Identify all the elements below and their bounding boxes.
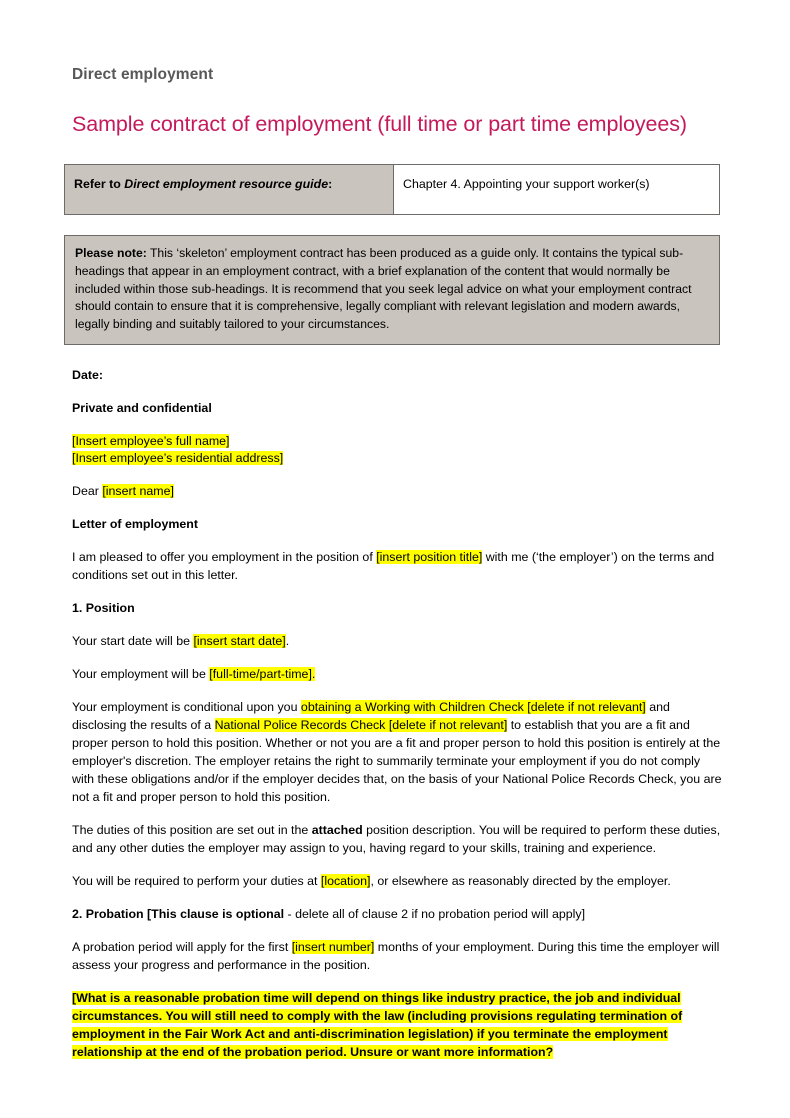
recipient-name-line: [72, 433, 722, 451]
clause-1-heading: 1. Position: [72, 600, 135, 615]
salutation-prefix: Dear: [72, 483, 103, 498]
duties-paragraph: [72, 822, 722, 858]
recipient-name-field: [Insert employee’s full name]: [72, 433, 230, 448]
please-note-box: [64, 235, 720, 344]
clause-2-heading-rest: - delete all of clause 2 if no probation period will apply]: [284, 906, 586, 921]
refer-to-label-suffix: :: [328, 177, 333, 192]
duties-attached-emphasis: attached: [311, 822, 363, 837]
table-row: [65, 165, 720, 215]
offer-text-part1: I am pleased to offer you employment in the position of: [72, 549, 377, 564]
date-label: Date:: [72, 367, 103, 382]
probation-guidance-text: [What is a reasonable probation time will depend on things like industry practice, the job and individual circumstances. You will still need to comply with the law (including provisions regulating termination of employment in the Fair Work Act and anti-discrimination legislation) if you terminate the employment relationship at the end of the probation period. Unsure or want more information?: [72, 990, 683, 1059]
probation-guidance-note: [72, 990, 722, 1062]
offer-text-part2: with me (‘the employer’) on the terms and conditions set out in this letter.: [72, 549, 715, 582]
location-paragraph: [72, 873, 722, 891]
location-prefix: You will be required to perform your duties at: [72, 873, 321, 888]
salutation-paragraph: [72, 483, 722, 501]
employment-type-paragraph: [72, 666, 722, 684]
refer-to-value-cell: Chapter 4. Appointing your support worker(s): [394, 165, 720, 215]
clause-2-heading-bold: 2. Probation [This clause is optional: [72, 906, 285, 921]
document-content: [72, 66, 722, 1062]
recipient-address-block: [72, 433, 722, 468]
conditional-suffix: to establish that you are a fit and proper person to hold this position. Whether or not you are a fit and proper person to hold this position is entirely at the employer's discretion. The employer retains the right to summarily terminate your employment if you do not comply with these obligations and/or if the employer decides that, on the basis of your National Police Records Check, you are not a fit and proper person to hold this position.: [72, 717, 722, 804]
refer-to-table: [64, 164, 720, 215]
duties-part2: position description. You will be required to perform these duties, and any other duties the employer may assign to you, having regard to your skills, training and experience.: [72, 822, 721, 855]
please-note-lead: Please note:: [75, 246, 147, 261]
clause-2-heading: [72, 906, 722, 924]
salutation-name-field: [insert name]: [102, 483, 174, 498]
offer-paragraph: [72, 549, 722, 585]
probation-period-suffix: months of your employment. During this time the employer will assess your progress and performance in the position.: [72, 939, 720, 972]
please-note-text: This ‘skeleton’ employment contract has been produced as a guide only. It contains the typical sub-headings that appear in an employment contract, with a brief explanation of the content that would normally be included within those sub-headings. It is recommend that you seek legal advice on what your employment contract should contain to ensure that it is comprehensive, legally compliant with relevant legislation and modern awards, legally binding and suitably tailored to your circumstances.: [75, 246, 692, 331]
recipient-address-line: [72, 450, 722, 468]
recipient-address-field: [Insert employee’s residential address]: [72, 451, 284, 466]
duties-part1: The duties of this position are set out in the: [72, 822, 312, 837]
conditional-mid: and disclosing the results of a: [72, 699, 670, 732]
probation-period-prefix: A probation period will apply for the first: [72, 939, 292, 954]
location-suffix: , or elsewhere as reasonably directed by the employer.: [370, 873, 671, 888]
refer-to-guide-name: Direct employment resource guide: [124, 177, 329, 192]
refer-to-label-prefix: Refer to: [74, 177, 125, 192]
conditional-prefix: Your employment is conditional upon you: [72, 699, 301, 714]
probation-period-paragraph: [72, 939, 722, 975]
start-date-suffix: .: [285, 633, 290, 648]
police-records-check-field: National Police Records Check [delete if not relevant]: [214, 717, 508, 732]
probation-number-field: [insert number]: [291, 939, 375, 954]
letter-of-employment-heading: Letter of employment: [72, 516, 198, 531]
refer-to-label-cell: [65, 165, 394, 215]
employment-type-prefix: Your employment will be: [72, 666, 210, 681]
private-confidential-label: Private and confidential: [72, 400, 212, 415]
start-date-paragraph: [72, 633, 722, 651]
position-title-field: [insert position title]: [376, 549, 483, 564]
employment-type-field: [full-time/part-time].: [209, 666, 316, 681]
conditional-employment-paragraph: [72, 699, 722, 807]
start-date-field: [insert start date]: [193, 633, 286, 648]
page-title: Sample contract of employment (full time or part time employees): [72, 111, 687, 136]
start-date-prefix: Your start date will be: [72, 633, 194, 648]
document-kicker: Direct employment: [72, 66, 214, 83]
working-with-children-check-field: obtaining a Working with Children Check [delete if not relevant]: [300, 699, 646, 714]
location-field: [location]: [320, 873, 371, 888]
